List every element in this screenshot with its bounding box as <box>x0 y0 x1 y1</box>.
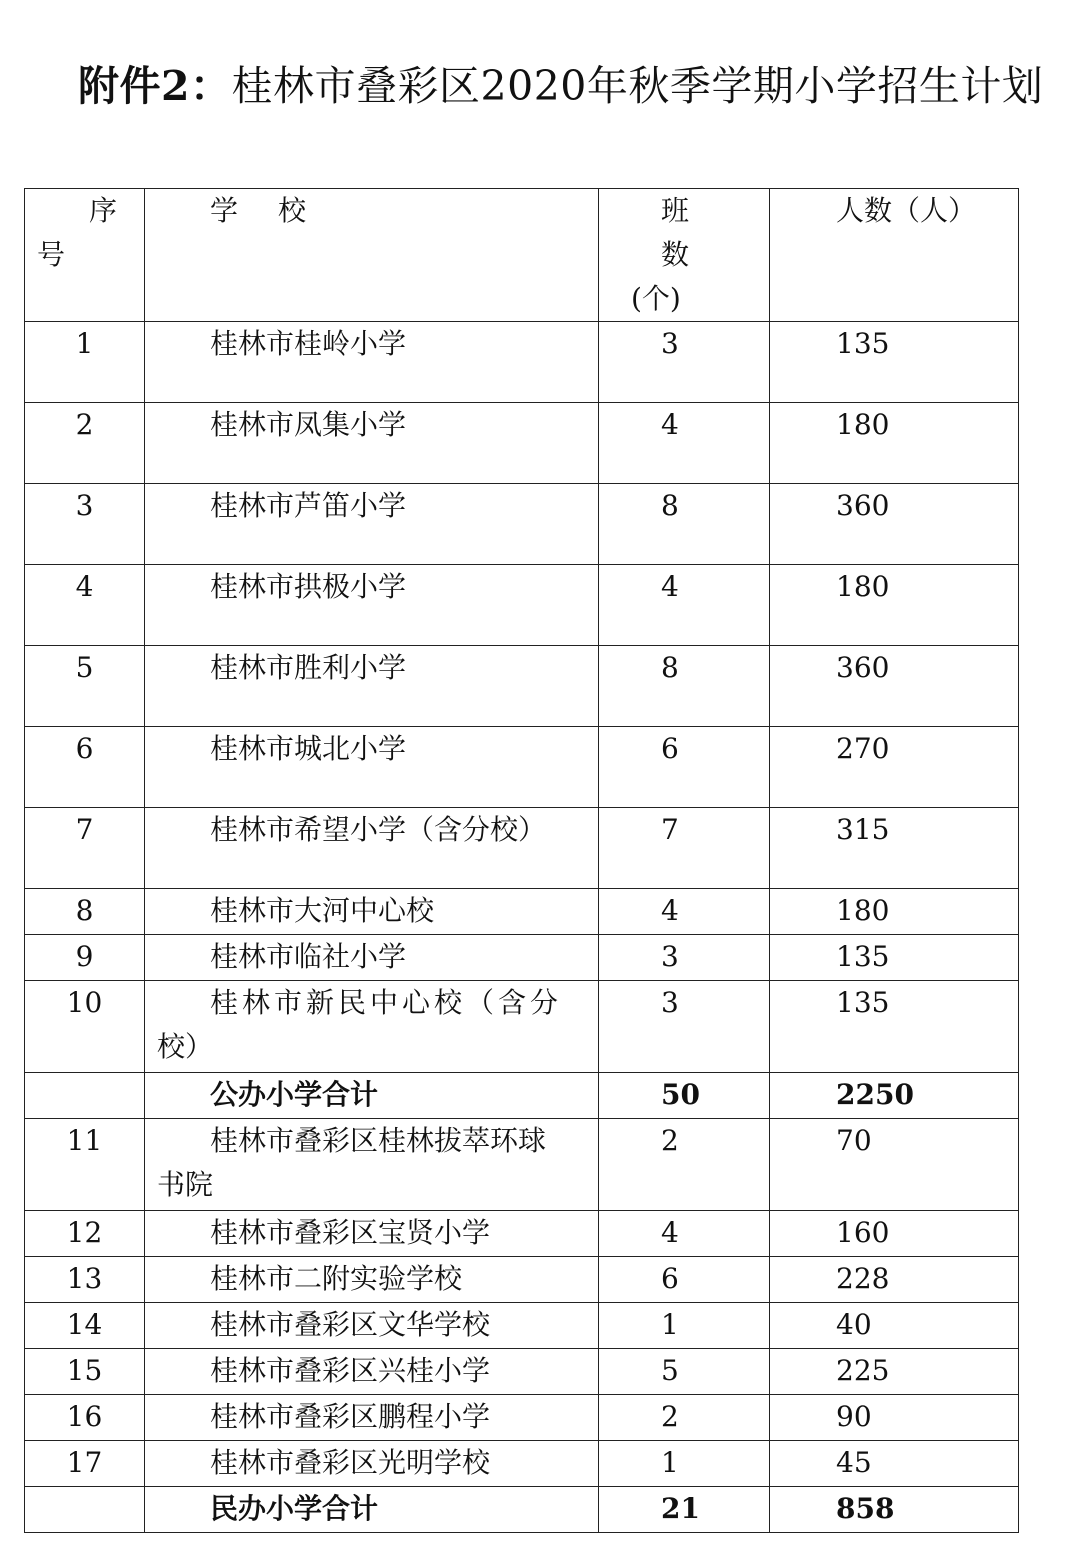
table-row: 3 桂林市芦笛小学 8 360 <box>25 484 1019 565</box>
table-row: 11 桂林市叠彩区桂林拔萃环球 书院 2 70 <box>25 1119 1019 1211</box>
enrollment-plan-table <box>24 188 1019 1533</box>
header-school: 学校 <box>145 189 599 322</box>
table-row: 2 桂林市凤集小学 4 180 <box>25 403 1019 484</box>
private-total-row: 民办小学合计 21 858 <box>25 1487 1019 1533</box>
header-people: 人数（人） <box>770 189 1019 322</box>
table-row: 16 桂林市叠彩区鹏程小学 2 90 <box>25 1395 1019 1441</box>
table-row: 14 桂林市叠彩区文华学校 1 40 <box>25 1303 1019 1349</box>
table-row: 10 桂林市新民中心校（含分 校） 3 135 <box>25 981 1019 1073</box>
table-row: 17 桂林市叠彩区光明学校 1 45 <box>25 1441 1019 1487</box>
public-total-row: 公办小学合计 50 2250 <box>25 1073 1019 1119</box>
title-prefix: 附件2： <box>78 62 232 110</box>
header-classes: 班数 (个) <box>599 189 770 322</box>
table-row: 8 桂林市大河中心校 4 180 <box>25 889 1019 935</box>
table-row: 13 桂林市二附实验学校 6 228 <box>25 1257 1019 1303</box>
title-text: 桂林市叠彩区2020年秋季学期小学招生计划 <box>231 62 1044 110</box>
table-row: 7 桂林市希望小学（含分校） 7 315 <box>25 808 1019 889</box>
table-row: 1 桂林市桂岭小学 3 135 <box>25 322 1019 403</box>
header-seq: 序 号 <box>25 189 145 322</box>
table-row: 5 桂林市胜利小学 8 360 <box>25 646 1019 727</box>
document-title <box>78 58 1078 114</box>
table-row: 15 桂林市叠彩区兴桂小学 5 225 <box>25 1349 1019 1395</box>
table-row: 4 桂林市拱极小学 4 180 <box>25 565 1019 646</box>
table-row: 12 桂林市叠彩区宝贤小学 4 160 <box>25 1211 1019 1257</box>
table-header-row <box>25 189 1019 322</box>
table-row: 9 桂林市临社小学 3 135 <box>25 935 1019 981</box>
table-row: 6 桂林市城北小学 6 270 <box>25 727 1019 808</box>
